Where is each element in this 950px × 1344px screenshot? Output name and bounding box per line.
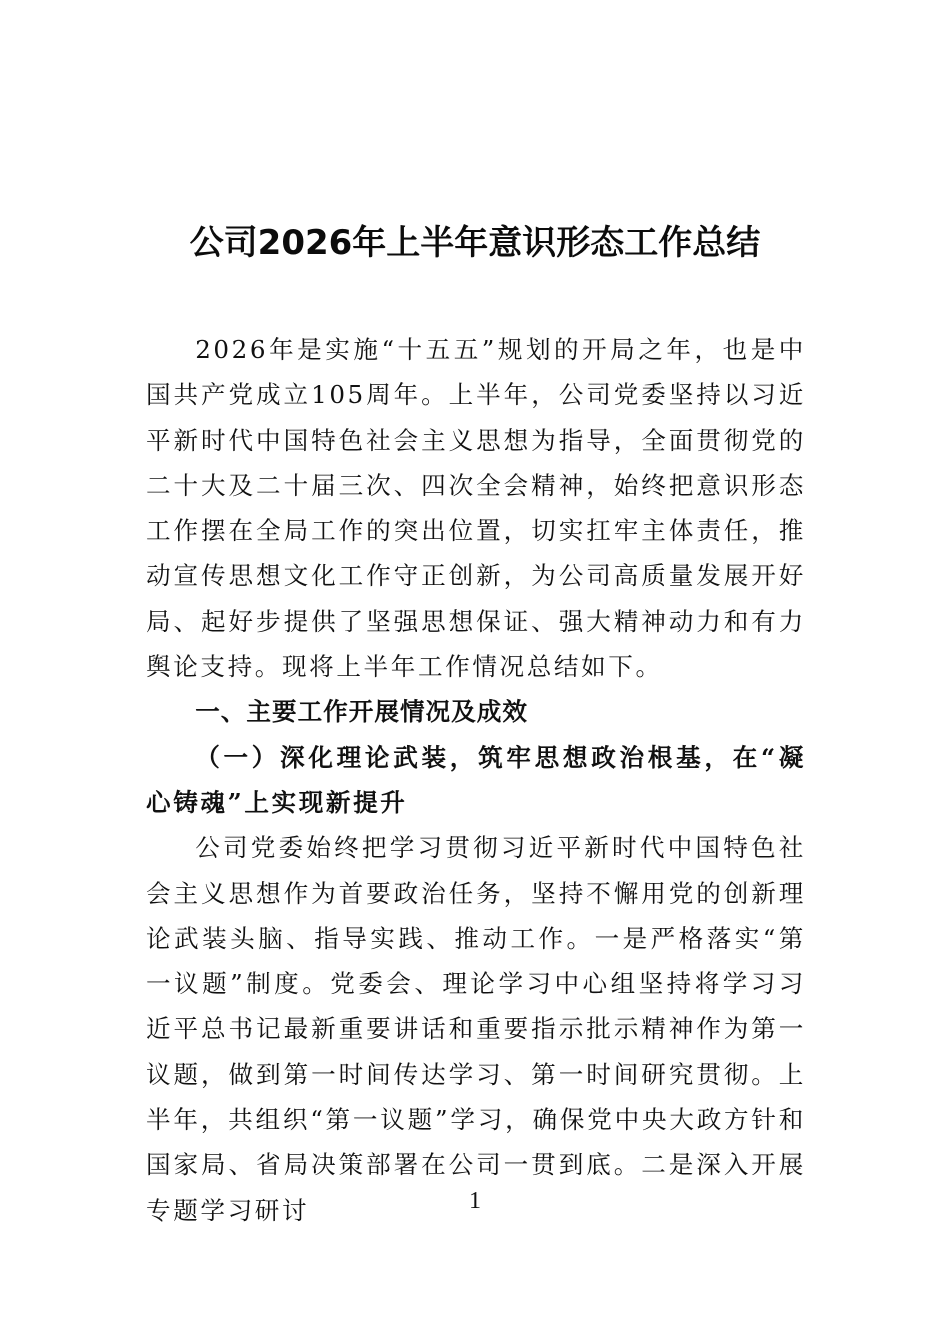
section-heading-1: 一、主要工作开展情况及成效 (195, 697, 528, 727)
document-title: 公司2026年上半年意识形态工作总结 (189, 222, 761, 263)
subsection-heading-1: （一）深化理论武装，筑牢思想政治根基，在“凝心铸魂”上实现新提升 (146, 742, 806, 817)
page-number: 1 (469, 1188, 481, 1214)
intro-paragraph: 2026年是实施“十五五”规划的开局之年，也是中国共产党成立105周年。上半年，公司党委坚持以习近平新时代中国特色社会主义思想为指导，全面贯彻党的二十大及二十届三次、四次全会精神，始终把意识形态工作摆在全局工作的突出位置，切实扛牢主体责任，推动宣传思想文化工作守正创新，为公司高质量发展开好局、起好步提供了坚强思想保证、强大精神动力和有力舆论支持。现将上半年工作情况总结如下。 (146, 335, 806, 682)
body-paragraph: 公司党委始终把学习贯彻习近平新时代中国特色社会主义思想作为首要政治任务，坚持不懈用党的创新理论武装头脑、指导实践、推动工作。一是严格落实“第一议题”制度。党委会、理论学习中心组坚持将学习习近平总书记最新重要讲话和重要指示批示精神作为第一议题，做到第一时间传达学习、第一时间研究贯彻。上半年，共组织“第一议题”学习，确保党中央大政方针和国家局、省局决策部署在公司一贯到底。二是深入开展专题学习研讨 (146, 833, 806, 1225)
document-body (146, 327, 806, 1233)
